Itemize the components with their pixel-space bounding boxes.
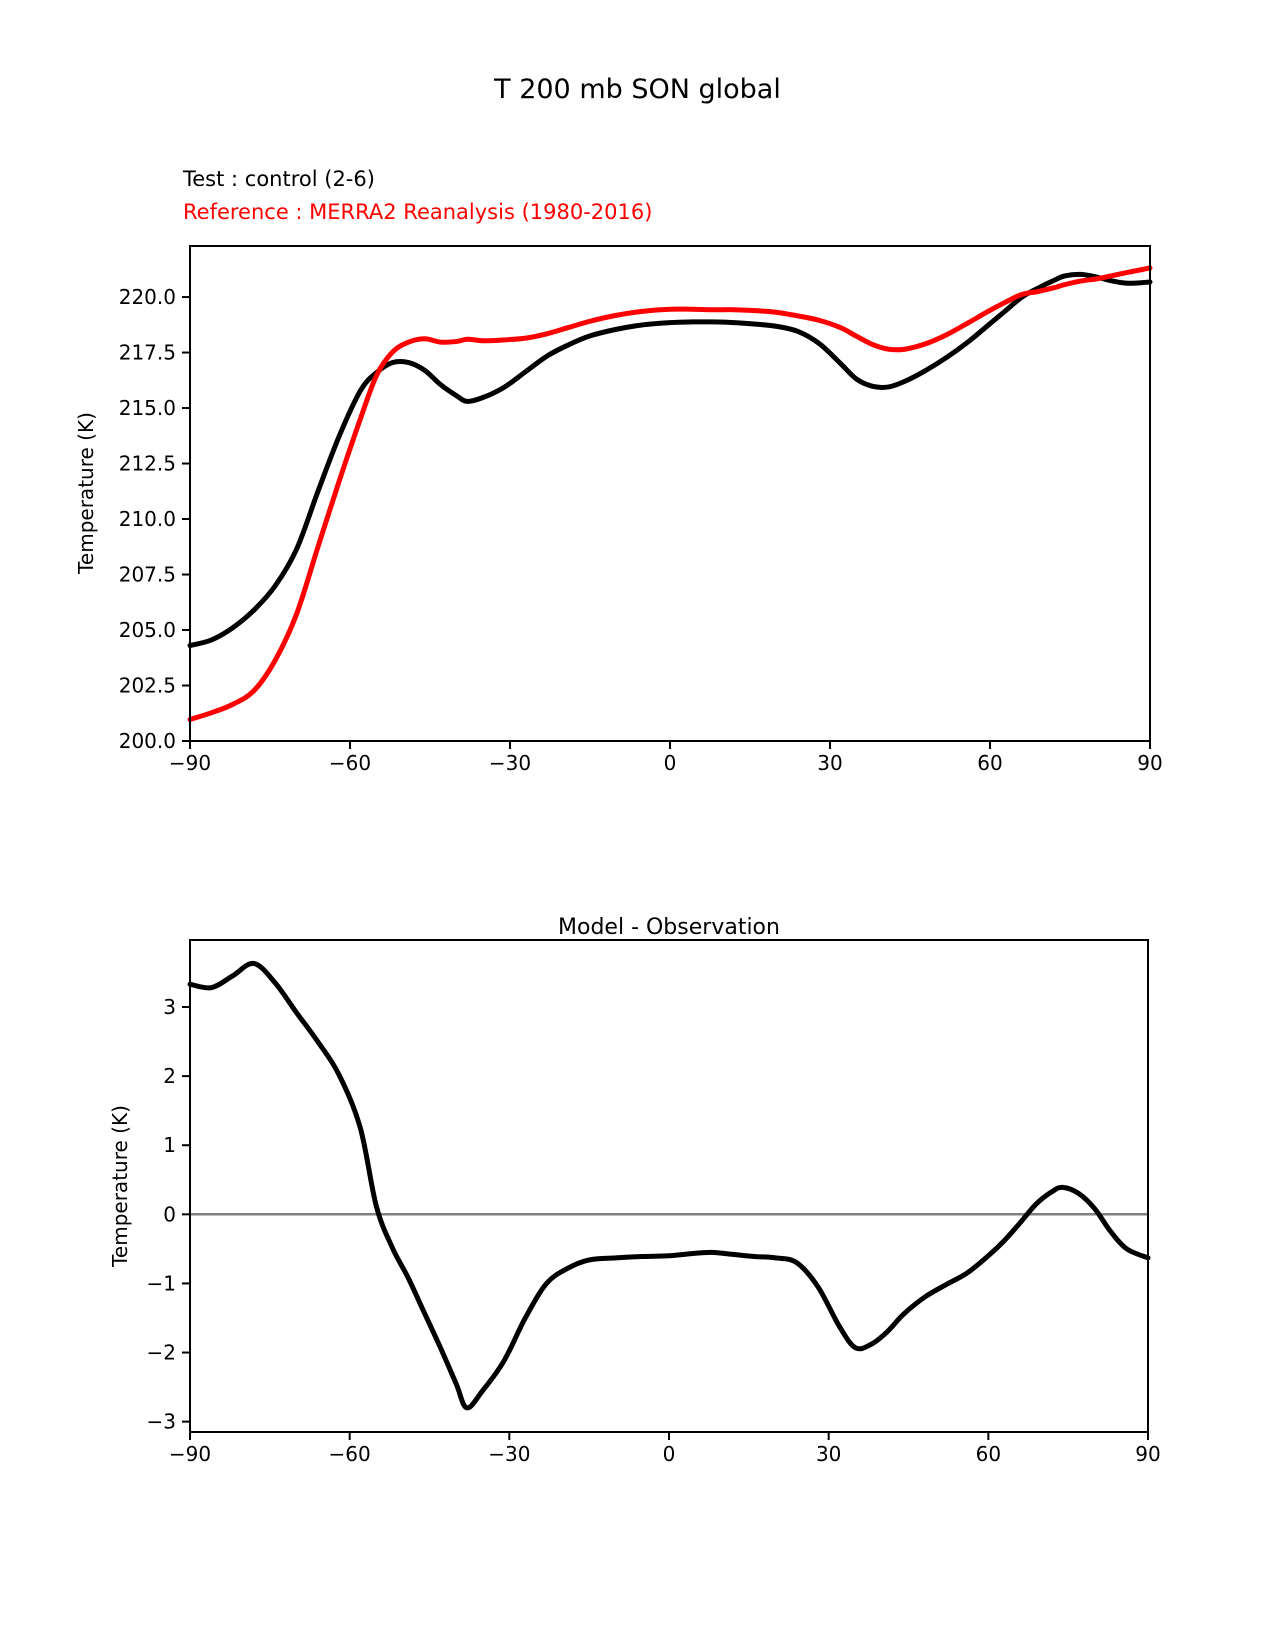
temperature-chart-y-tick-label: 217.5 bbox=[118, 340, 176, 365]
difference-chart-x-tick-label: −60 bbox=[328, 1442, 371, 1466]
difference-chart-x-tick-label: −30 bbox=[488, 1442, 531, 1466]
temperature-chart-y-tick-label: 205.0 bbox=[118, 618, 176, 643]
top-chart-title: T 200 mb SON global bbox=[494, 74, 781, 105]
difference-chart-y-tick-label: −1 bbox=[146, 1271, 176, 1296]
difference-chart-y-tick-label: 2 bbox=[163, 1064, 176, 1089]
temperature-chart bbox=[119, 246, 1163, 775]
temperature-chart-x-tick-label: 90 bbox=[1137, 751, 1163, 775]
temperature-chart-y-tick-label: 220.0 bbox=[118, 285, 176, 310]
top-chart-y-axis-label: Temperature (K) bbox=[74, 412, 98, 574]
difference-chart-y-tick-label: 0 bbox=[163, 1202, 176, 1227]
temperature-chart-x-tick-label: 30 bbox=[817, 751, 843, 775]
difference-chart-x-tick-label: 30 bbox=[815, 1442, 842, 1466]
temperature-chart-y-tick-label: 215.0 bbox=[118, 396, 176, 421]
temperature-chart-x-tick-label: −60 bbox=[328, 751, 372, 775]
control-curve bbox=[190, 274, 1150, 645]
reference-curve bbox=[190, 268, 1150, 719]
temperature-chart-y-tick-label: 200.0 bbox=[118, 729, 176, 753]
difference-chart-x-tick-label: 60 bbox=[975, 1442, 1002, 1466]
legend-reference-entry: Reference : MERRA2 Reanalysis (1980-2016) bbox=[183, 200, 653, 224]
difference-chart-x-tick-label: 0 bbox=[662, 1442, 676, 1466]
temperature-chart-x-tick-label: −30 bbox=[488, 751, 532, 775]
difference-chart-x-tick-label: 90 bbox=[1135, 1442, 1161, 1466]
temperature-chart-x-tick-label: 0 bbox=[663, 751, 677, 775]
bottom-chart-y-axis-label: Temperature (K) bbox=[108, 1105, 132, 1267]
difference-chart-y-tick-label: −3 bbox=[146, 1409, 176, 1434]
legend-test-entry: Test : control (2-6) bbox=[183, 167, 375, 191]
difference-chart-x-tick-label: −90 bbox=[168, 1442, 212, 1466]
difference-chart bbox=[147, 940, 1161, 1466]
temperature-chart-x-tick-label: −90 bbox=[168, 751, 212, 775]
bottom-chart-title: Model - Observation bbox=[558, 915, 780, 940]
difference-chart-y-tick-label: −2 bbox=[146, 1340, 176, 1365]
difference-chart-y-tick-label: 1 bbox=[163, 1133, 176, 1158]
difference-chart-spines bbox=[190, 940, 1148, 1432]
temperature-chart-y-tick-label: 207.5 bbox=[118, 562, 176, 587]
temperature-chart-y-tick-label: 210.0 bbox=[118, 507, 176, 532]
temperature-chart-x-tick-label: 60 bbox=[977, 751, 1003, 775]
difference-chart-y-tick-label: 3 bbox=[163, 995, 176, 1020]
difference-curve bbox=[190, 963, 1148, 1408]
temperature-chart-y-tick-label: 212.5 bbox=[118, 451, 176, 476]
temperature-chart-y-tick-label: 202.5 bbox=[118, 673, 176, 698]
